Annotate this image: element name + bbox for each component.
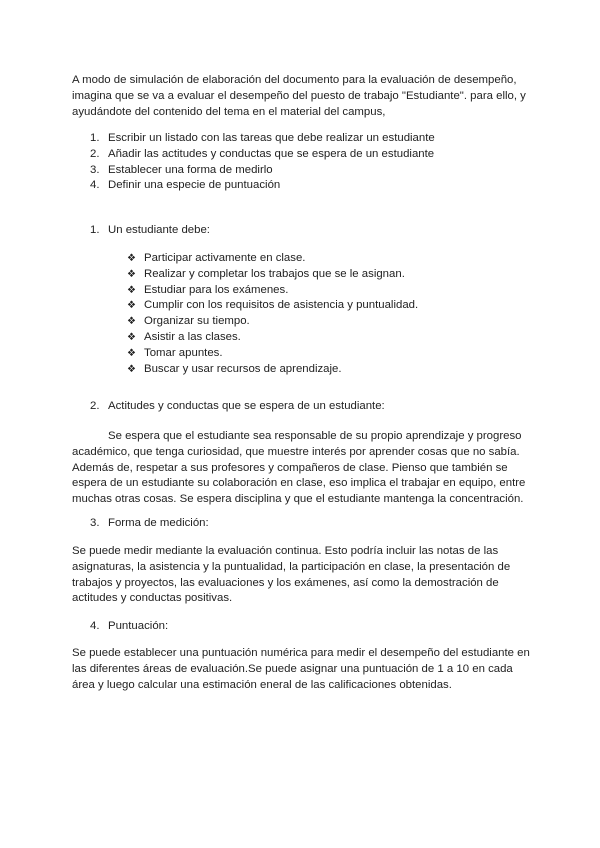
measurement-paragraph: Se puede medir mediante la evaluación continua. Esto podría incluir las notas de las asignaturas, la asistencia y la puntualidad, la participación en clase, la presentación de trabajos y proyectos, las evaluaciones y los exámenes, así como la demostración de actitudes y conductas positivas. — [72, 545, 511, 605]
task-list — [72, 131, 435, 194]
list-item — [72, 131, 435, 147]
list-number: 3. — [90, 163, 100, 176]
bullet-item: ❖ Estudiar para los exámenes. — [127, 283, 418, 299]
section-number: 4. — [90, 620, 100, 632]
list-text: Añadir las actitudes y conductas que se espera de un estudiante — [108, 147, 435, 160]
scoring-paragraph: Se puede establecer una puntuación numérica para medir el desempeño del estudiante en las diferentes áreas de evaluación.Se puede asignar una puntuación de 1 a 10 en cada área y luego calcular una estimación eneral de las calificaciones obtenidas. — [72, 647, 530, 691]
duties-list — [127, 251, 418, 377]
section-heading-1 — [90, 223, 210, 239]
attitudes-paragraph: Se espera que el estudiante sea responsable de su propio aprendizaje y progreso académico, que tenga curiosidad, que muestre interés por aprender cosas que no sabía. Además de, respetar a sus profesores y compañeros de clase. Pienso que también se espera de un estudiante su colaboración en clase, eso implica el trabajar en equipo, entre muchas otras cosas. Se espera disciplina y que el estudiante mantenga la concentración. — [72, 430, 526, 506]
list-text: Definir una especie de puntuación — [108, 179, 281, 192]
section-title: Forma de medición: — [108, 517, 209, 529]
section-number: 3. — [90, 517, 100, 529]
section-number: 2. — [90, 400, 100, 412]
section-title: Un estudiante debe: — [108, 224, 210, 236]
bullet-item: ❖ Organizar su tiempo. — [127, 314, 418, 330]
section-title: Puntuación: — [108, 620, 169, 632]
bullet-item: ❖ Participar activamente en clase. — [127, 251, 418, 267]
list-number: 1. — [90, 132, 100, 144]
list-item — [72, 178, 435, 194]
intro-paragraph: A modo de simulación de elaboración del documento para la evaluación de desempeño, imagina que se va a evaluar el desempeño del puesto de trabajo "Estudiante". para ello, y ayudándote del contenido del tema en el material del campus, — [72, 74, 526, 118]
bullet-item: ❖ Tomar apuntes. — [127, 346, 418, 362]
list-text: Establecer una forma de medirlo — [108, 163, 273, 176]
bullet-item: ❖ Asistir a las clases. — [127, 330, 418, 346]
list-item — [72, 163, 435, 179]
bullet-item: ❖ Buscar y usar recursos de aprendizaje. — [127, 362, 418, 378]
list-number: 2. — [90, 147, 100, 160]
list-text: Escribir un listado con las tareas que debe realizar un estudiante — [108, 132, 435, 144]
list-item — [72, 147, 435, 163]
bullet-item: ❖ Realizar y completar los trabajos que se le asignan. — [127, 267, 418, 283]
section-number: 1. — [90, 224, 100, 236]
section-heading-4 — [90, 619, 168, 635]
section-heading-3 — [90, 516, 209, 532]
list-number: 4. — [90, 179, 100, 192]
section-heading-2 — [90, 399, 385, 415]
section-title: Actitudes y conductas que se espera de un estudiante: — [108, 400, 385, 412]
bullet-item: ❖ Cumplir con los requisitos de asistencia y puntualidad. — [127, 298, 418, 314]
